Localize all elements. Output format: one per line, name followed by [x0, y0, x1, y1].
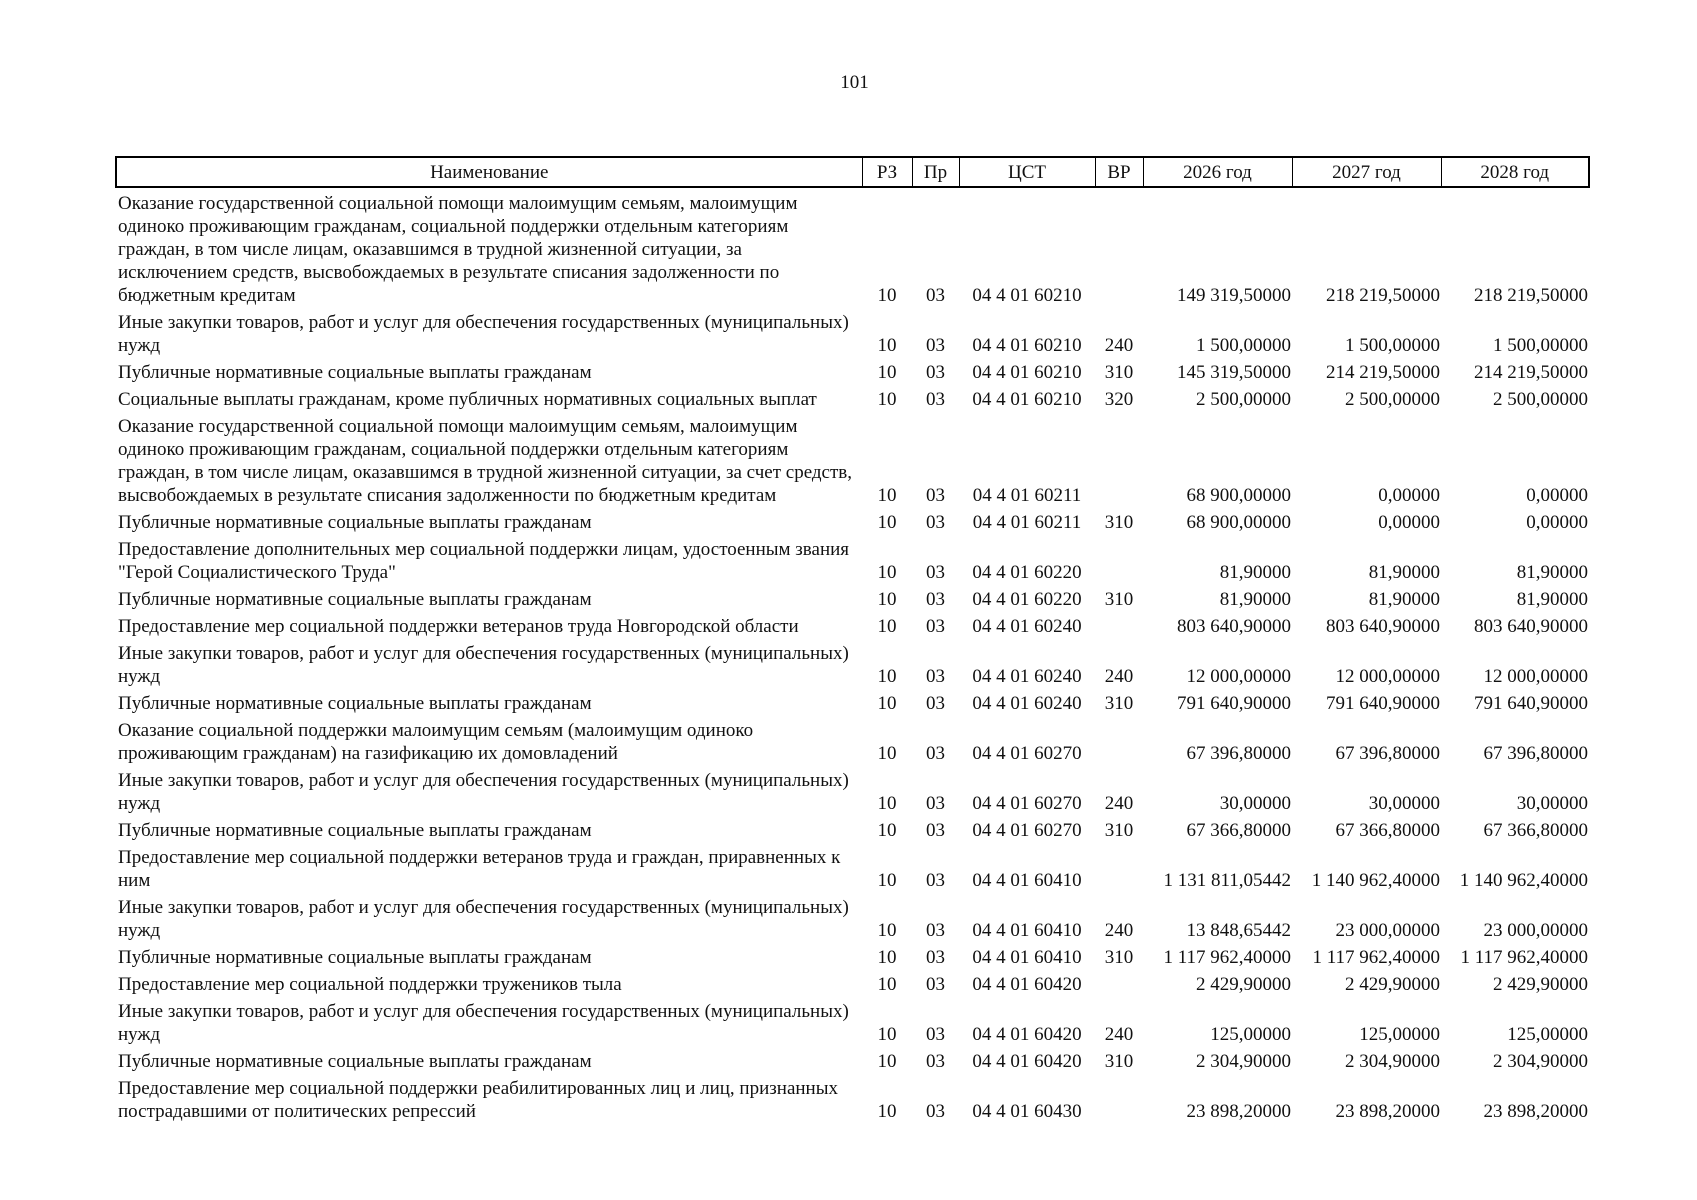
cell-2026: 1 500,00000 [1196, 335, 1291, 356]
cell-rz: 10 [877, 562, 897, 583]
cell-2026: 67 366,80000 [1186, 820, 1291, 841]
cell-pr: 03 [926, 974, 945, 995]
cell-2027: 30,00000 [1368, 793, 1440, 814]
cell-name: Предоставление дополнительных мер социальной поддержки лицам, удостоенным звания "Герой Социалистического Труда" [118, 539, 850, 583]
table-row [116, 945, 1589, 972]
header-2026: 2026 год [1143, 157, 1292, 187]
table-row [116, 691, 1589, 718]
cell-vr: 310 [1104, 820, 1134, 841]
cell-2027: 23 000,00000 [1335, 920, 1440, 941]
cell-vr: 310 [1104, 947, 1134, 968]
cell-cst: 04 4 01 60420 [972, 974, 1082, 995]
table-row [116, 614, 1589, 641]
cell-2028: 2 500,00000 [1493, 389, 1588, 410]
header-pr: Пр [912, 157, 959, 187]
table-row [116, 972, 1589, 999]
cell-2026: 125,00000 [1210, 1024, 1291, 1045]
cell-rz: 10 [877, 793, 897, 814]
cell-2028: 125,00000 [1507, 1024, 1588, 1045]
cell-2028: 214 219,50000 [1474, 362, 1588, 383]
cell-vr [1095, 718, 1143, 768]
cell-cst: 04 4 01 60210 [972, 335, 1082, 356]
cell-name: Публичные нормативные социальные выплаты гражданам [118, 947, 592, 968]
cell-rz: 10 [877, 1051, 897, 1072]
cell-vr: 240 [1104, 920, 1134, 941]
cell-rz: 10 [877, 335, 897, 356]
cell-vr: 240 [1104, 1024, 1134, 1045]
cell-name: Публичные нормативные социальные выплаты гражданам [118, 512, 592, 533]
cell-pr: 03 [926, 1024, 945, 1045]
cell-name: Публичные нормативные социальные выплаты гражданам [118, 693, 592, 714]
cell-cst: 04 4 01 60211 [972, 485, 1082, 506]
cell-2028: 67 366,80000 [1483, 820, 1588, 841]
cell-2027: 1 500,00000 [1345, 335, 1440, 356]
cell-2027: 67 366,80000 [1335, 820, 1440, 841]
table-body [116, 187, 1589, 1126]
header-vr: ВР [1095, 157, 1143, 187]
cell-cst: 04 4 01 60210 [972, 285, 1082, 306]
table-header [116, 157, 1589, 187]
cell-rz: 10 [877, 743, 897, 764]
cell-vr: 310 [1104, 1051, 1134, 1072]
cell-2028: 81,90000 [1516, 589, 1588, 610]
cell-pr: 03 [926, 362, 945, 383]
cell-cst: 04 4 01 60210 [972, 389, 1082, 410]
cell-pr: 03 [926, 820, 945, 841]
cell-rz: 10 [877, 485, 897, 506]
cell-cst: 04 4 01 60210 [972, 362, 1082, 383]
cell-2028: 12 000,00000 [1483, 666, 1588, 687]
cell-rz: 10 [877, 616, 897, 637]
cell-2026: 23 898,20000 [1186, 1101, 1291, 1122]
cell-pr: 03 [926, 920, 945, 941]
cell-2026: 13 848,65442 [1186, 920, 1291, 941]
cell-pr: 03 [926, 616, 945, 637]
cell-rz: 10 [877, 1101, 897, 1122]
cell-rz: 10 [877, 947, 897, 968]
cell-2028: 1 500,00000 [1493, 335, 1588, 356]
cell-2028: 1 117 962,40000 [1460, 947, 1588, 968]
cell-rz: 10 [877, 820, 897, 841]
table-row [116, 845, 1589, 895]
cell-name: Иные закупки товаров, работ и услуг для обеспечения государственных (муниципальных) нужд [118, 312, 849, 356]
cell-rz: 10 [877, 974, 897, 995]
table-row [116, 895, 1589, 945]
cell-2027: 0,00000 [1378, 485, 1440, 506]
cell-2027: 2 500,00000 [1345, 389, 1440, 410]
cell-2027: 791 640,90000 [1326, 693, 1440, 714]
cell-cst: 04 4 01 60270 [972, 743, 1082, 764]
cell-vr: 240 [1104, 793, 1134, 814]
cell-rz: 10 [877, 666, 897, 687]
cell-2026: 2 304,90000 [1196, 1051, 1291, 1072]
header-2027: 2027 год [1292, 157, 1441, 187]
budget-table [115, 156, 1590, 1126]
cell-2026: 145 319,50000 [1177, 362, 1291, 383]
cell-pr: 03 [926, 666, 945, 687]
table-row [116, 641, 1589, 691]
cell-vr: 240 [1104, 666, 1134, 687]
cell-vr [1095, 1076, 1143, 1126]
cell-name: Публичные нормативные социальные выплаты гражданам [118, 589, 592, 610]
cell-2026: 68 900,00000 [1186, 512, 1291, 533]
cell-2028: 30,00000 [1516, 793, 1588, 814]
cell-name: Предоставление мер социальной поддержки тружеников тыла [118, 974, 622, 995]
cell-pr: 03 [926, 389, 945, 410]
cell-2027: 125,00000 [1359, 1024, 1440, 1045]
cell-2027: 23 898,20000 [1335, 1101, 1440, 1122]
cell-name: Оказание государственной социальной помощи малоимущим семьям, малоимущим одиноко проживающим гражданам, социальной поддержки отдельным категориям граждан, в том числе лицам, оказавшимся в трудной жизненной ситуации, за исключением средств, высвобождаемых в результате списания задолженности по бюджетным кредитам [118, 193, 798, 306]
cell-vr: 310 [1104, 362, 1134, 383]
cell-2027: 67 396,80000 [1335, 743, 1440, 764]
cell-2027: 2 429,90000 [1345, 974, 1440, 995]
cell-vr: 240 [1104, 335, 1134, 356]
cell-2026: 68 900,00000 [1186, 485, 1291, 506]
page-number: 101 [840, 72, 869, 93]
cell-2027: 1 117 962,40000 [1312, 947, 1440, 968]
cell-pr: 03 [926, 870, 945, 891]
cell-rz: 10 [877, 693, 897, 714]
cell-vr: 310 [1104, 589, 1134, 610]
cell-2027: 2 304,90000 [1345, 1051, 1440, 1072]
cell-2028: 67 396,80000 [1483, 743, 1588, 764]
cell-pr: 03 [926, 285, 945, 306]
cell-2027: 803 640,90000 [1326, 616, 1440, 637]
cell-2028: 218 219,50000 [1474, 285, 1588, 306]
cell-2026: 803 640,90000 [1177, 616, 1291, 637]
cell-2028: 2 304,90000 [1493, 1051, 1588, 1072]
cell-rz: 10 [877, 920, 897, 941]
header-2028: 2028 год [1441, 157, 1589, 187]
table-row [116, 587, 1589, 614]
cell-pr: 03 [926, 335, 945, 356]
cell-vr [1095, 537, 1143, 587]
cell-2028: 81,90000 [1516, 562, 1588, 583]
cell-2026: 67 396,80000 [1186, 743, 1291, 764]
table-row [116, 387, 1589, 414]
cell-2026: 81,90000 [1219, 562, 1291, 583]
cell-name: Публичные нормативные социальные выплаты гражданам [118, 1051, 592, 1072]
cell-pr: 03 [926, 793, 945, 814]
table-row [116, 718, 1589, 768]
cell-2027: 81,90000 [1368, 562, 1440, 583]
cell-2027: 0,00000 [1378, 512, 1440, 533]
cell-2028: 803 640,90000 [1474, 616, 1588, 637]
table-row [116, 768, 1589, 818]
cell-name: Иные закупки товаров, работ и услуг для обеспечения государственных (муниципальных) нужд [118, 897, 849, 941]
cell-2028: 23 898,20000 [1483, 1101, 1588, 1122]
cell-name: Социальные выплаты гражданам, кроме публичных нормативных социальных выплат [118, 389, 817, 410]
cell-2026: 1 117 962,40000 [1163, 947, 1291, 968]
cell-cst: 04 4 01 60410 [972, 920, 1082, 941]
cell-cst: 04 4 01 60410 [972, 947, 1082, 968]
cell-pr: 03 [926, 693, 945, 714]
cell-name: Предоставление мер социальной поддержки реабилитированных лиц и лиц, признанных пострадавшими от политических репрессий [118, 1078, 838, 1122]
table-row [116, 999, 1589, 1049]
cell-rz: 10 [877, 870, 897, 891]
cell-rz: 10 [877, 512, 897, 533]
table-row [116, 187, 1589, 310]
cell-2026: 791 640,90000 [1177, 693, 1291, 714]
cell-2027: 218 219,50000 [1326, 285, 1440, 306]
cell-vr [1095, 845, 1143, 895]
cell-pr: 03 [926, 512, 945, 533]
cell-name: Иные закупки товаров, работ и услуг для обеспечения государственных (муниципальных) нужд [118, 1001, 849, 1045]
cell-vr [1095, 187, 1143, 310]
cell-cst: 04 4 01 60240 [972, 666, 1082, 687]
cell-name: Иные закупки товаров, работ и услуг для обеспечения государственных (муниципальных) нужд [118, 643, 849, 687]
cell-2026: 2 429,90000 [1196, 974, 1291, 995]
cell-2027: 12 000,00000 [1335, 666, 1440, 687]
header-rz: РЗ [862, 157, 912, 187]
cell-2026: 81,90000 [1219, 589, 1291, 610]
header-cst: ЦСТ [959, 157, 1095, 187]
table-row [116, 414, 1589, 510]
cell-rz: 10 [877, 389, 897, 410]
cell-cst: 04 4 01 60211 [972, 512, 1082, 533]
cell-vr [1095, 614, 1143, 641]
cell-2026: 2 500,00000 [1196, 389, 1291, 410]
cell-vr: 310 [1104, 693, 1134, 714]
header-name: Наименование [116, 157, 862, 187]
cell-2028: 23 000,00000 [1483, 920, 1588, 941]
cell-2026: 149 319,50000 [1177, 285, 1291, 306]
cell-rz: 10 [877, 1024, 897, 1045]
cell-cst: 04 4 01 60410 [972, 870, 1082, 891]
cell-2028: 2 429,90000 [1493, 974, 1588, 995]
cell-vr [1095, 972, 1143, 999]
cell-pr: 03 [926, 562, 945, 583]
cell-name: Публичные нормативные социальные выплаты гражданам [118, 820, 592, 841]
cell-2027: 1 140 962,40000 [1311, 870, 1440, 891]
cell-name: Публичные нормативные социальные выплаты гражданам [118, 362, 592, 383]
cell-cst: 04 4 01 60240 [972, 616, 1082, 637]
cell-2027: 81,90000 [1368, 589, 1440, 610]
cell-2026: 12 000,00000 [1186, 666, 1291, 687]
cell-cst: 04 4 01 60420 [972, 1051, 1082, 1072]
cell-2026: 1 131 811,05442 [1163, 870, 1291, 891]
cell-cst: 04 4 01 60270 [972, 793, 1082, 814]
table-row [116, 1076, 1589, 1126]
cell-2028: 791 640,90000 [1474, 693, 1588, 714]
cell-2028: 0,00000 [1526, 512, 1588, 533]
cell-pr: 03 [926, 947, 945, 968]
cell-cst: 04 4 01 60220 [972, 562, 1082, 583]
table-row [116, 537, 1589, 587]
cell-name: Оказание социальной поддержки малоимущим семьям (малоимущим одиноко проживающим гражданам) на газификацию их домовладений [118, 720, 754, 764]
cell-pr: 03 [926, 1051, 945, 1072]
cell-2027: 214 219,50000 [1326, 362, 1440, 383]
table-row [116, 360, 1589, 387]
cell-pr: 03 [926, 743, 945, 764]
cell-cst: 04 4 01 60220 [972, 589, 1082, 610]
table-row [116, 510, 1589, 537]
cell-name: Оказание государственной социальной помощи малоимущим семьям, малоимущим одиноко проживающим гражданам, социальной поддержки отдельным категориям граждан, в том числе лицам, оказавшимся в трудной жизненной ситуации, за счет средств, высвобождаемых в результате списания задолженности по бюджетным кредитам [118, 416, 853, 506]
cell-2028: 1 140 962,40000 [1459, 870, 1588, 891]
table-row [116, 818, 1589, 845]
cell-rz: 10 [877, 589, 897, 610]
cell-cst: 04 4 01 60420 [972, 1024, 1082, 1045]
cell-vr [1095, 414, 1143, 510]
cell-rz: 10 [877, 362, 897, 383]
cell-vr: 320 [1104, 389, 1134, 410]
cell-pr: 03 [926, 589, 945, 610]
cell-cst: 04 4 01 60430 [972, 1101, 1082, 1122]
cell-cst: 04 4 01 60240 [972, 693, 1082, 714]
table-row [116, 310, 1589, 360]
cell-rz: 10 [877, 285, 897, 306]
cell-2028: 0,00000 [1526, 485, 1588, 506]
cell-cst: 04 4 01 60270 [972, 820, 1082, 841]
cell-vr: 310 [1104, 512, 1134, 533]
cell-pr: 03 [926, 485, 945, 506]
cell-2026: 30,00000 [1219, 793, 1291, 814]
cell-name: Предоставление мер социальной поддержки ветеранов труда Новгородской области [118, 616, 799, 637]
cell-name: Иные закупки товаров, работ и услуг для обеспечения государственных (муниципальных) нужд [118, 770, 849, 814]
cell-pr: 03 [926, 1101, 945, 1122]
table-row [116, 1049, 1589, 1076]
cell-name: Предоставление мер социальной поддержки ветеранов труда и граждан, приравненных к ним [118, 847, 841, 891]
